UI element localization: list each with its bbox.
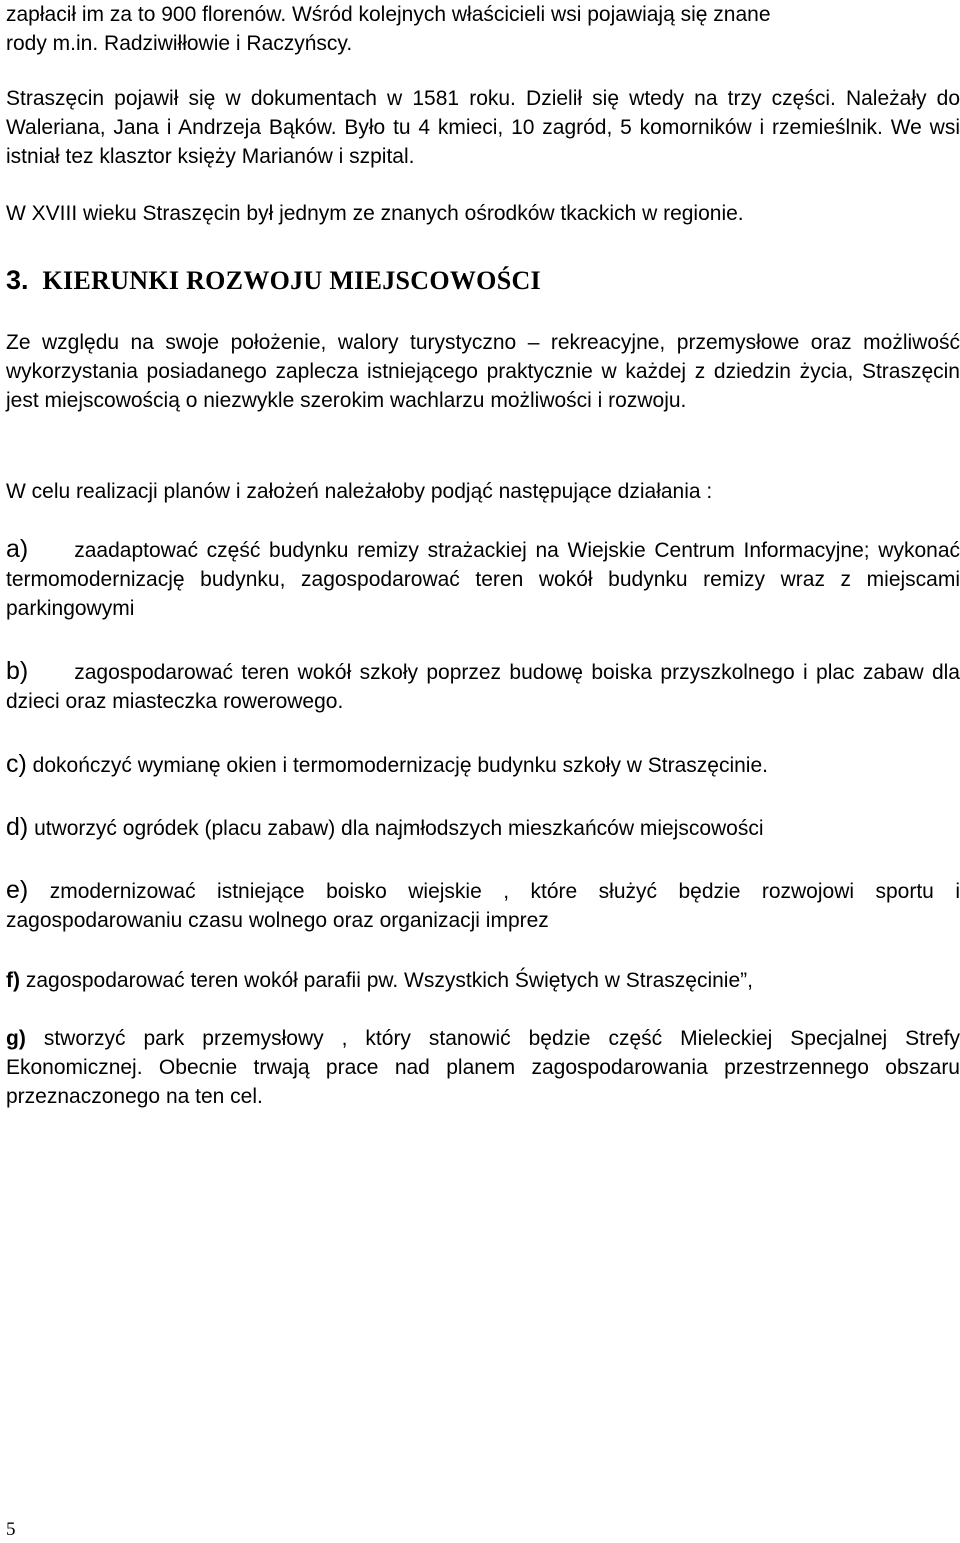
action-marker: c)	[6, 750, 27, 778]
section-number: 3.	[6, 265, 29, 295]
action-item-e	[6, 876, 960, 935]
section-heading	[6, 265, 541, 296]
intro-continuation	[6, 0, 960, 58]
action-text: zagospodarować teren wokół parafii pw. Wszystkich Świętych w Straszęcinie”,	[25, 969, 753, 992]
history-paragraph: Straszęcin pojawił się w dokumentach w 1581 roku. Dzielił się wtedy na trzy części. Należały do Waleriana, Jana i Andrzeja Bąków. Było tu 4 kmieci, 10 zagród, 5 komorników i rzemieślnik. We wsi istniał tez klasztor księży Marianów i szpital.	[6, 87, 960, 168]
action-text: zmodernizować istniejące boisko wiejskie , które służyć będzie rozwojowi sportu i zagospodarowaniu czasu wolnego oraz organizacji imprez	[6, 880, 960, 932]
actions-lead-paragraph: W celu realizacji planów i założeń należałoby podjąć następujące działania :	[6, 480, 713, 503]
action-marker: a)	[6, 535, 29, 563]
action-text: dokończyć wymianę okien i termomodernizację budynku szkoły w Straszęcinie.	[32, 754, 768, 777]
action-item-b	[6, 657, 960, 716]
continuation-line-1: zapłacił im za to 900 florenów. Wśród kolejnych właścicieli wsi pojawiają się znane	[6, 3, 771, 26]
action-marker: d)	[6, 813, 29, 841]
development-intro-paragraph: Ze względu na swoje położenie, walory turystyczno – rekreacyjne, przemysłowe oraz możliwość wykorzystania posiadanego zaplecza istniejącego praktycznie w każdej z dziedzin życia, Straszęcin jest miejscowością o niezwykle szerokim wachlarzu możliwości i rozwoju.	[6, 331, 960, 412]
action-text: zagospodarować teren wokół szkoły poprzez budowę boiska przyszkolnego i plac zabaw dla dzieci oraz miasteczka rowerowego.	[6, 661, 960, 713]
page-number: 5	[6, 1519, 16, 1540]
action-item-g	[6, 1024, 960, 1111]
history-paragraph-weaving: W XVIII wieku Straszęcin był jednym ze znanych ośrodków tkackich w regionie.	[6, 202, 744, 225]
action-marker: f)	[6, 969, 20, 992]
action-item-a	[6, 535, 960, 623]
continuation-line-2: rody m.in. Radziwiłłowie i Raczyńscy.	[6, 32, 353, 55]
action-item-c	[6, 750, 960, 780]
action-text: utworzyć ogródek (placu zabaw) dla najmłodszych mieszkańców miejscowości	[34, 817, 764, 840]
action-marker: b)	[6, 657, 29, 685]
section-title: KIERUNKI ROZWOJU MIEJSCOWOŚCI	[42, 266, 541, 295]
action-text: stworzyć park przemysłowy , który stanowić będzie część Mieleckiej Specjalnej Strefy Ekonomicznej. Obecnie trwają prace nad planem zagospodarowania przestrzennego obszaru przeznaczonego na ten cel.	[6, 1027, 960, 1108]
action-marker: e)	[6, 876, 29, 904]
action-text: zaadaptować część budynku remizy strażackiej na Wiejskie Centrum Informacyjne; wykonać termomodernizację budynku, zagospodarować teren wokół budynku remizy wraz z miejscami parkingowymi	[6, 539, 960, 620]
action-item-d	[6, 813, 960, 843]
action-item-f	[6, 966, 960, 995]
action-marker: g)	[6, 1027, 26, 1050]
